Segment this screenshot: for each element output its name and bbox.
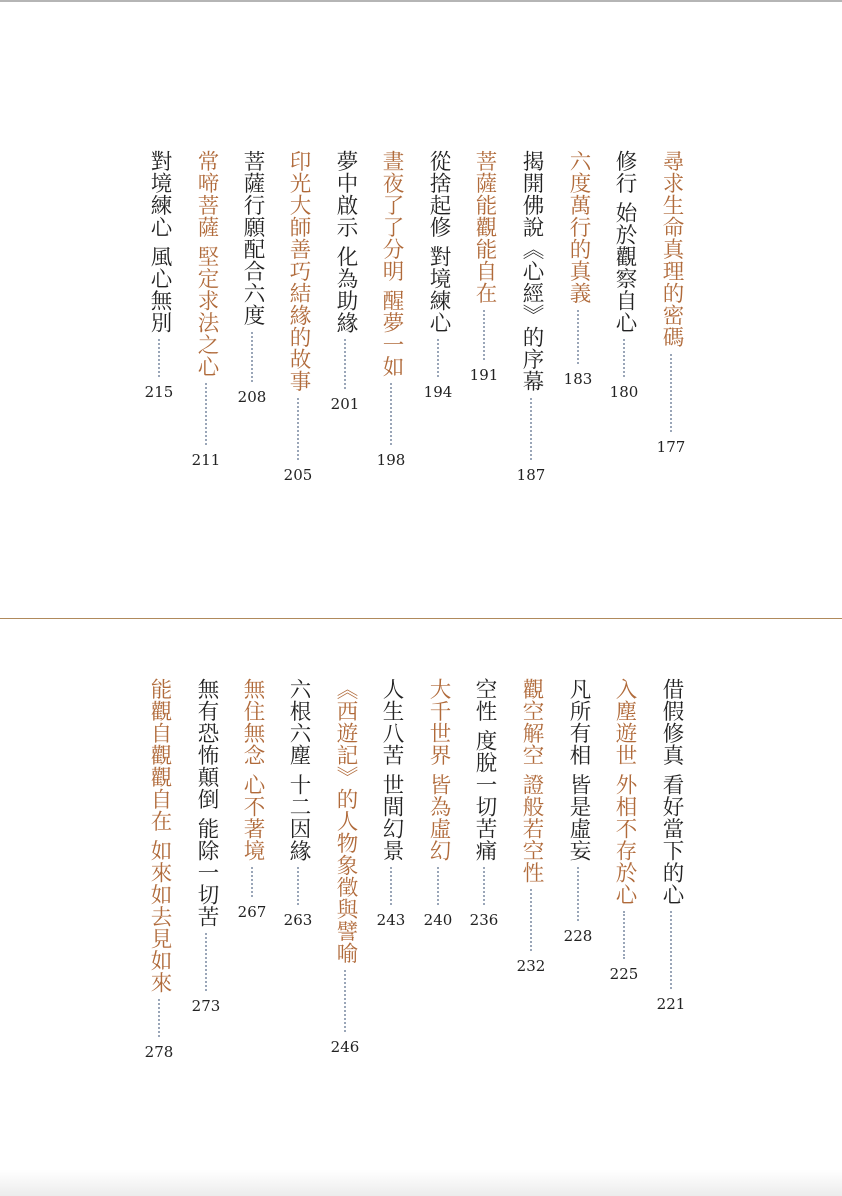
toc-entry-page-number: 243 (376, 911, 406, 930)
toc-entry-title: 能觀自觀觀自在 如來如去見如來 (147, 678, 172, 994)
toc-entry[interactable] (374, 678, 408, 929)
toc-entry-page-number: 236 (469, 911, 499, 930)
toc-entry[interactable] (514, 150, 548, 484)
dot-leader (530, 889, 532, 951)
toc-entry-title: 六根六塵 十二因緣 (286, 678, 311, 862)
dot-leader (483, 310, 485, 360)
top-border (0, 0, 842, 2)
toc-entry-title: 菩薩行願配合六度 (240, 150, 265, 326)
toc-entry-title: 凡所有相 皆是虛妄 (566, 678, 591, 862)
toc-entry-title: 觀空解空 證般若空性 (519, 678, 544, 884)
dot-leader (297, 398, 299, 460)
toc-entry[interactable] (235, 678, 269, 921)
dot-leader (437, 867, 439, 905)
dot-leader (205, 933, 207, 991)
toc-entry-page-number: 183 (563, 370, 593, 388)
toc-entry[interactable] (142, 678, 176, 1061)
toc-entry-page-number: 201 (330, 395, 360, 414)
toc-entry[interactable] (189, 150, 223, 469)
dot-leader (623, 339, 625, 377)
dot-leader (390, 867, 392, 905)
dot-leader (670, 911, 672, 989)
toc-entry[interactable] (561, 150, 595, 388)
toc-entry[interactable] (235, 150, 269, 406)
toc-entry-page-number: 194 (423, 383, 453, 402)
toc-entry-title: 借假修真 看好當下的心 (659, 678, 684, 906)
toc-entry-page-number: 273 (191, 997, 221, 1016)
toc-entry[interactable] (374, 150, 408, 469)
toc-entry-title: 揭開佛說《心經》的序幕 (519, 150, 544, 392)
toc-entry-title: 對境練心 風心無別 (147, 150, 172, 334)
toc-entry-page-number: 225 (609, 965, 639, 984)
dot-leader (205, 383, 207, 445)
toc-entry-title: 空性 度脫一切苦痛 (472, 678, 497, 862)
toc-entry[interactable] (189, 678, 223, 1015)
dot-leader (344, 339, 346, 389)
section-divider (0, 618, 842, 619)
toc-entry-title: 夢中啟示 化為助緣 (333, 150, 358, 334)
toc-entry-page-number: 177 (656, 438, 686, 456)
toc-entry-page-number: 208 (237, 388, 267, 406)
toc-entry-page-number: 211 (191, 451, 221, 470)
toc-entry-page-number: 240 (423, 911, 453, 930)
toc-entry[interactable] (421, 150, 455, 401)
toc-entry-page-number: 191 (469, 366, 499, 384)
toc-entry[interactable] (328, 150, 362, 413)
dot-leader (437, 339, 439, 377)
toc-entry[interactable] (328, 678, 362, 1056)
toc-entry-title: 無住無念 心不著境 (240, 678, 265, 862)
toc-entry-page-number: 198 (376, 451, 406, 470)
dot-leader (577, 867, 579, 921)
toc-entry-page-number: 246 (330, 1038, 360, 1056)
dot-leader (623, 911, 625, 959)
dot-leader (670, 354, 672, 432)
toc-entry[interactable] (607, 150, 641, 401)
toc-entry-page-number: 221 (656, 995, 686, 1014)
toc-entry[interactable] (514, 678, 548, 975)
toc-entry[interactable] (607, 678, 641, 983)
toc-entry-page-number: 278 (144, 1043, 174, 1062)
toc-entry-title: 六度萬行的真義 (566, 150, 591, 304)
toc-entry[interactable] (654, 678, 688, 1013)
dot-leader (390, 383, 392, 445)
toc-entry-page-number: 180 (609, 383, 639, 402)
toc-entry[interactable] (654, 150, 688, 456)
toc-entry[interactable] (467, 150, 501, 384)
dot-leader (577, 310, 579, 364)
dot-leader (297, 867, 299, 905)
toc-entry[interactable] (467, 678, 501, 929)
dot-leader (158, 999, 160, 1037)
toc-entry-title: 無有恐怖顛倒 能除一切苦 (194, 678, 219, 928)
toc-entry[interactable] (142, 150, 176, 401)
toc-entry-title: 尋求生命真理的密碼 (659, 150, 684, 348)
toc-entry-title: 《西遊記》的人物象徵與譬喻 (333, 678, 358, 964)
toc-entry[interactable] (561, 678, 595, 945)
toc-entry-title: 從捨起修 對境練心 (426, 150, 451, 334)
toc-entry-title: 人生八苦 世間幻景 (379, 678, 404, 862)
toc-entry-page-number: 187 (516, 466, 546, 484)
toc-entry[interactable] (421, 678, 455, 929)
toc-entry-page-number: 215 (144, 383, 174, 402)
toc-entry-title: 入塵遊世 外相不存於心 (612, 678, 637, 906)
toc-entry-page-number: 267 (237, 903, 267, 922)
dot-leader (251, 332, 253, 382)
toc-entry-page-number: 263 (283, 911, 313, 930)
dot-leader (483, 867, 485, 905)
dot-leader (251, 867, 253, 897)
page-bottom-shadow (0, 1170, 842, 1196)
dot-leader (530, 398, 532, 460)
toc-entry-title: 修行 始於觀察自心 (612, 150, 637, 334)
toc-entry-title: 印光大師善巧結緣的故事 (286, 150, 311, 392)
toc-entry-page-number: 232 (516, 957, 546, 976)
toc-entry-page-number: 228 (563, 927, 593, 946)
toc-entry-title: 晝夜了了分明 醒夢一如 (379, 150, 404, 378)
toc-entry-title: 大千世界 皆為虛幻 (426, 678, 451, 862)
toc-entry[interactable] (281, 678, 315, 929)
dot-leader (344, 970, 346, 1032)
toc-entry-title: 菩薩能觀能自在 (472, 150, 497, 304)
toc-entry-title: 常啼菩薩 堅定求法之心 (194, 150, 219, 378)
toc-entry[interactable] (281, 150, 315, 484)
toc-entry-page-number: 205 (283, 466, 313, 484)
dot-leader (158, 339, 160, 377)
